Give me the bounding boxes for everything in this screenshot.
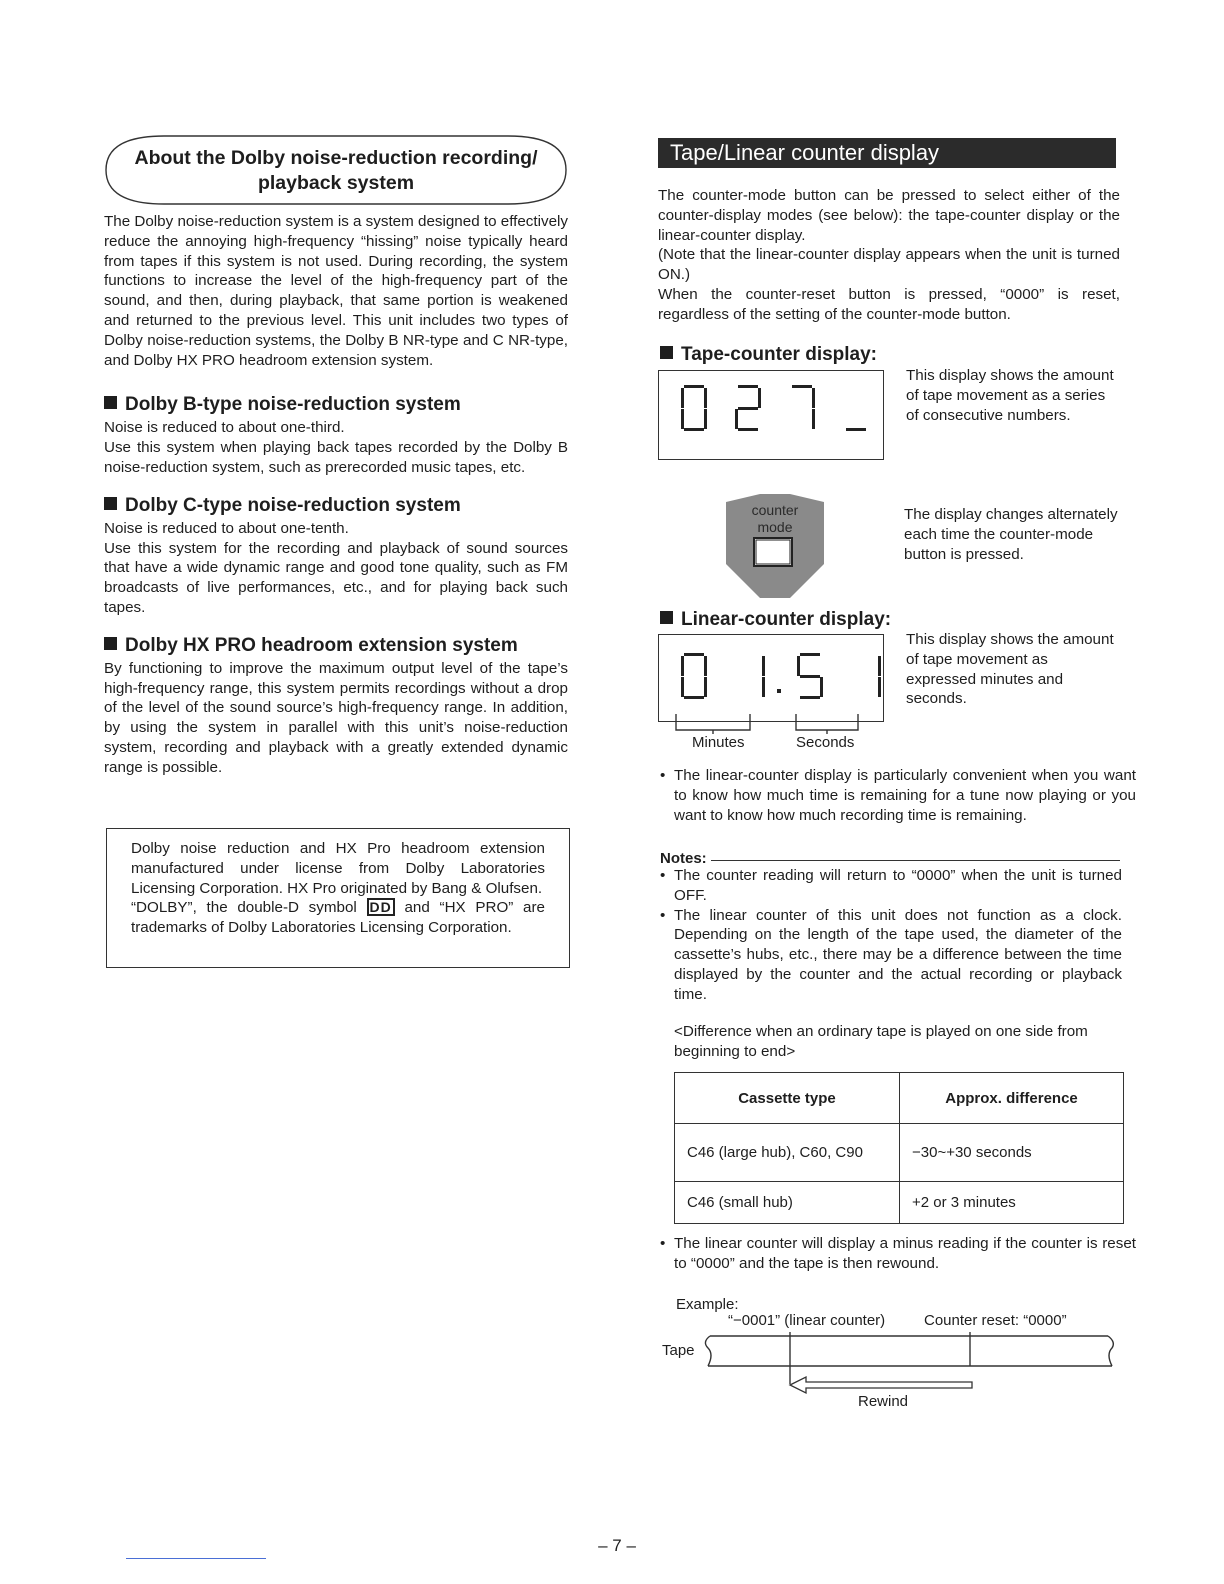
linear-counter-title: Linear-counter display:	[660, 609, 891, 631]
square-bullet-icon	[104, 637, 117, 650]
square-bullet-icon	[104, 497, 117, 510]
section-title: Dolby C-type noise-reduction system	[125, 494, 461, 516]
square-bullet-icon	[660, 346, 673, 359]
seconds-label: Seconds	[796, 734, 855, 751]
tape-counter-title: Tape-counter display:	[660, 344, 877, 366]
square-bullet-icon	[660, 611, 673, 624]
counter-intro: The counter-mode button can be pressed to select either of the counter-display modes (see below): the tape-counter display or the linear-counter display. (Note that the linear-counter display appears when the unit is turned ON.) When the counter-reset button is pressed, “0000” is reset, regardless of the setting of the counter-mode button.	[658, 187, 1120, 323]
tape-diagram	[700, 1332, 1130, 1402]
table-header: Cassette type	[675, 1073, 900, 1124]
lcd-decimal-point	[777, 689, 781, 693]
example-tape-label: Tape	[662, 1342, 695, 1359]
minutes-label: Minutes	[692, 734, 745, 751]
lcd-segment	[800, 653, 820, 656]
lcd-segment	[681, 409, 684, 429]
table-cell: +2 or 3 minutes	[900, 1182, 1124, 1224]
bullet-convenient: • The linear-counter display is particularly convenient when you want to know how much time is remaining for a tune now playing or you want to know how much recording time is remaining.	[660, 766, 1136, 825]
linear-counter-desc: This display shows the amount of tape movement as expressed minutes and seconds.	[906, 631, 1114, 708]
tape-counter-lcd	[658, 370, 884, 460]
license-text: Dolby noise reduction and HX Pro headroom extension manufactured under license from Dolby Laboratories Licensing Corporation. HX Pro originated by Bang & Olufsen.	[131, 840, 545, 897]
lcd-segment	[681, 677, 684, 697]
table-row	[675, 1124, 1124, 1182]
square-bullet-icon	[104, 396, 117, 409]
rewind-arrow-icon	[790, 1377, 972, 1393]
lcd-segment	[800, 696, 820, 699]
lcd-segment	[878, 656, 881, 676]
notes-rule	[660, 860, 1120, 861]
section-line: Use this system for the recording and playback of sound sources that have a wide dynamic range and good tone quality, such as FM broadcasts of live performances, etc., and for playing back such tapes.	[104, 539, 568, 616]
license-box	[106, 828, 570, 968]
lcd-segment	[738, 385, 758, 388]
lcd-segment	[684, 653, 704, 656]
section-dolby-c	[104, 495, 568, 618]
table-cell: −30~+30 seconds	[900, 1124, 1124, 1182]
counter-mode-label: counter	[751, 502, 799, 518]
section-title: Dolby HX PRO headroom extension system	[125, 634, 518, 656]
table-row	[675, 1182, 1124, 1224]
double-d-symbol-icon: DD	[367, 898, 395, 916]
lcd-segment	[704, 656, 707, 676]
difference-table	[674, 1072, 1124, 1224]
table-cell: C46 (large hub), C60, C90	[675, 1124, 900, 1182]
lcd-segment	[846, 428, 866, 431]
footer-rule	[126, 1558, 266, 1559]
lcd-segment	[797, 656, 800, 676]
lcd-segment	[820, 677, 823, 697]
section-line: Use this system when playing back tapes recorded by the Dolby B noise-reduction system, such as prerecorded music tapes, etc.	[104, 439, 568, 476]
lcd-segment	[704, 388, 707, 408]
section-line: By functioning to improve the maximum output level of the tape’s high-frequency range, this system permits recordings without a drop of the level of the sound source’s high-frequency range. In addition, by using the system in parallel with this unit’s noise-reduction system, recording and playback with a greatly extended dynamic range is possible.	[104, 659, 568, 776]
section-header-bar	[658, 138, 1116, 168]
section-title: Dolby B-type noise-reduction system	[125, 394, 461, 416]
lcd-segment	[684, 385, 704, 388]
left-column	[104, 134, 568, 778]
lcd-segment	[735, 409, 738, 429]
notes-list	[660, 866, 1122, 1005]
bullet-minus: • The linear counter will display a minus reading if the counter is reset to “0000” and the tape is then rewound.	[660, 1234, 1136, 1274]
lcd-segment	[762, 677, 765, 697]
section-line: Noise is reduced to about one-third.	[104, 419, 345, 437]
dolby-boxed-title	[104, 134, 568, 206]
table-header-row	[675, 1073, 1124, 1124]
notes-header: Notes:	[660, 850, 1120, 868]
lcd-segment	[762, 656, 765, 676]
lcd-segment	[792, 385, 812, 388]
section-line: Noise is reduced to about one-tenth.	[104, 519, 349, 537]
note-item: • The counter reading will return to “0000” when the unit is turned OFF.	[660, 866, 1122, 906]
example-reset-label: Counter reset: “0000”	[924, 1312, 1067, 1329]
counter-mode-button[interactable]	[720, 494, 830, 600]
lcd-segment	[758, 388, 761, 408]
lcd-segment	[681, 388, 684, 408]
lcd-segment	[812, 388, 815, 408]
note-item: • The linear counter of this unit does not function as a clock. Depending on the length of the tape used, the diameter of the cassette’s hubs, etc., there may be a difference between the time displayed by the counter and the actual recording or playback time.	[660, 906, 1122, 1005]
lcd-segment	[684, 428, 704, 431]
example-label: Example:	[676, 1296, 739, 1313]
page-number: – 7 –	[598, 1536, 636, 1555]
lcd-segment	[738, 407, 758, 410]
lcd-segment	[812, 409, 815, 429]
boxed-title-line2: playback system	[257, 172, 415, 194]
table-cell: C46 (small hub)	[675, 1182, 900, 1224]
lcd-segment	[684, 696, 704, 699]
example-minus-label: “−0001” (linear counter)	[728, 1312, 886, 1329]
tape-counter-desc: This display shows the amount of tape movement as a series of consecutive numbers.	[906, 367, 1114, 424]
lcd-segment	[704, 677, 707, 697]
counter-mode-desc: The display changes alternately each time the counter-mode button is pressed.	[904, 506, 1118, 563]
counter-mode-label: mode	[757, 519, 793, 535]
boxed-title-line1: About the Dolby noise-reduction recording/	[134, 147, 538, 169]
linear-counter-lcd	[658, 634, 884, 722]
dolby-intro: The Dolby noise-reduction system is a system designed to effectively reduce the annoying high-frequency “hissing” noise typically heard from tapes if this system is not used. During recording, the system functions to increase the level of the high-frequency part of the sound, and then, during playback, that same portion is weakened and returned to the previous level. This unit includes two types of Dolby noise-reduction systems, the Dolby B NR-type and C NR-type, and Dolby HX PRO headroom extension system.	[104, 213, 568, 369]
section-dolby-b	[104, 394, 568, 477]
difference-caption: <Difference when an ordinary tape is played on one side from beginning to end>	[674, 1023, 1088, 1060]
license-trademark: “DOLBY”, the double-D symbol DD and “HX PRO” are trademarks of Dolby Laboratories Licensing Corporation.	[131, 899, 545, 937]
section-dolby-hx-pro	[104, 635, 568, 778]
lcd-segment	[738, 428, 758, 431]
lcd-segment	[681, 656, 684, 676]
lcd-segment	[878, 677, 881, 697]
minutes-seconds-brackets	[660, 712, 900, 734]
lcd-segment	[704, 409, 707, 429]
table-header: Approx. difference	[900, 1073, 1124, 1124]
lcd-segment	[800, 675, 820, 678]
example-rewind-label: Rewind	[858, 1393, 909, 1410]
section-header-text: Tape/Linear counter display	[670, 140, 940, 165]
